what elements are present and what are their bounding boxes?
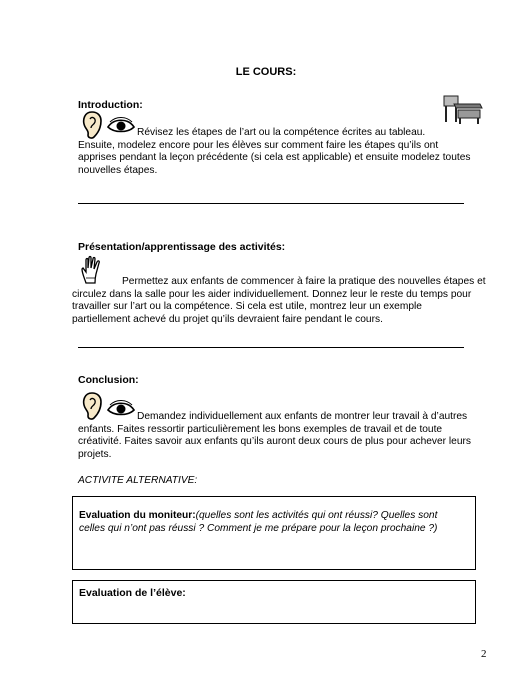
student-evaluation-label: Evaluation de l’élève: bbox=[79, 587, 186, 599]
monitor-evaluation-question: (quelles sont les activités qui ont réussi? Quelles sont bbox=[195, 510, 438, 521]
text-line: créativité. Faites savoir aux enfants qu’ils auront deux cours de plus pour achever leurs bbox=[78, 436, 471, 448]
page-title: LE COURS: bbox=[235, 66, 297, 78]
alternative-activity: ACTIVITE ALTERNATIVE: bbox=[78, 475, 198, 486]
introduction-text bbox=[78, 127, 488, 177]
text-line: enfants. Faites ressortir particulièrement les bons exemples de travail et de toute bbox=[78, 423, 443, 435]
text-line: Demandez individuellement aux enfants de montrer leur travail à d’autres bbox=[137, 411, 468, 422]
student-evaluation-box[interactable] bbox=[72, 580, 476, 624]
text-line: partiellement achevé du projet qu’ils devraient faire pendant le cours. bbox=[72, 313, 383, 325]
divider bbox=[78, 347, 464, 348]
presentation-heading: Présentation/apprentissage des activités: bbox=[78, 241, 286, 253]
monitor-evaluation-question: celles qui n’ont pas réussi ? Comment je me prépare pour la leçon prochaine ?) bbox=[79, 522, 438, 534]
text-line: Permettez aux enfants de commencer à faire la pratique des nouvelles étapes et bbox=[122, 276, 486, 287]
conclusion-heading: Conclusion: bbox=[78, 374, 139, 386]
text-line: Ensuite, modelez encore pour les élèves sur comment faire les étapes qu’ils ont bbox=[78, 139, 439, 151]
text-line: circulez dans la salle pour les aider individuellement. Donnez leur le reste du temps pour bbox=[72, 288, 472, 300]
text-line: nouvelles étapes. bbox=[78, 164, 158, 176]
divider bbox=[78, 203, 464, 204]
monitor-evaluation-text bbox=[79, 510, 473, 535]
conclusion-text bbox=[78, 411, 493, 461]
text-line: Révisez les étapes de l’art ou la compétence écrites au tableau. bbox=[137, 127, 426, 138]
monitor-evaluation-box[interactable] bbox=[72, 496, 476, 570]
text-line: projets. bbox=[78, 448, 112, 460]
text-line: travailler sur l’art ou la compétence. Si cela est utile, montrez leur un exemple bbox=[72, 301, 422, 313]
introduction-heading: Introduction: bbox=[78, 99, 143, 111]
monitor-evaluation-label: Evaluation du moniteur: bbox=[79, 510, 196, 521]
text-line: apprises pendant la leçon précédente (si cela est applicable) et ensuite modelez toutes bbox=[78, 152, 471, 164]
desk-icon bbox=[440, 92, 484, 126]
page-number: 2 bbox=[481, 648, 487, 660]
presentation-text bbox=[72, 276, 492, 326]
